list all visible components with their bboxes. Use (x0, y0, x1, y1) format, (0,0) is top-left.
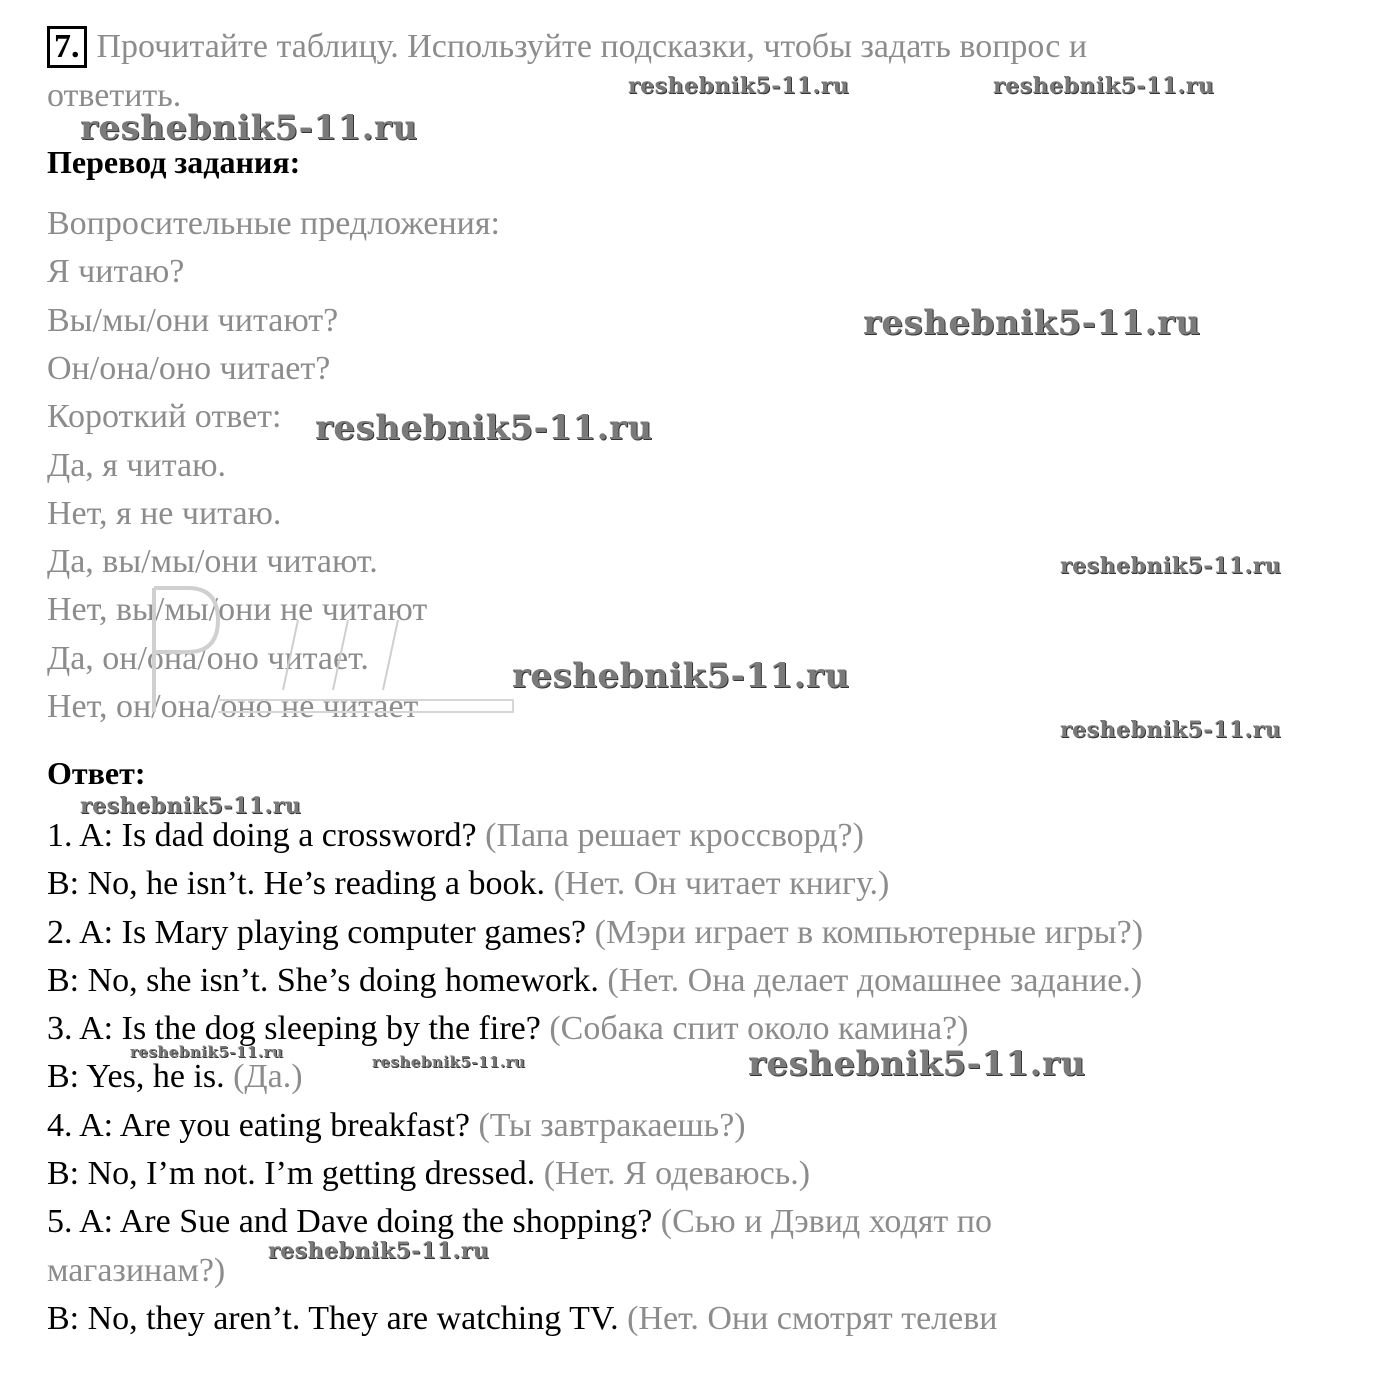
task-instruction-text: Прочитайте таблицу. Используйте подсказки, чтобы задать вопрос и (96, 28, 1088, 65)
answer-ru: (Нет. Она делает домашнее задание.) (607, 962, 1143, 999)
watermark: reshebnik5-11.ru (130, 1043, 284, 1061)
translation-heading: Перевод задания: (47, 144, 301, 180)
translation-line: Короткий ответ: (47, 398, 282, 435)
answer-ru: (Сью и Дэвид ходят по (660, 1203, 992, 1240)
answer-line (47, 1299, 997, 1339)
answer-ru: (Нет. Он читает книгу.) (553, 865, 890, 902)
watermark: reshebnik5-11.ru (80, 793, 302, 819)
answer-en: B: No, I’m not. I’m getting dressed. (47, 1155, 536, 1192)
answer-line (47, 913, 1143, 953)
translation-line: Вопросительные предложения: (47, 205, 500, 242)
answer-ru: (Нет. Они смотрят телеви (627, 1300, 998, 1337)
answer-ru: магазинам?) (47, 1252, 226, 1289)
answer-line (47, 1202, 992, 1242)
watermark: reshebnik5-11.ru (993, 73, 1215, 99)
answer-line (47, 1106, 746, 1146)
translation-line: Нет, вы/мы/они не читают (47, 591, 428, 628)
translation-line: Да, я читаю. (47, 447, 226, 484)
task-instruction-line1 (47, 26, 1087, 68)
translation-line: Вы/мы/они читают? (47, 302, 339, 339)
answer-en: B: No, he isn’t. He’s reading a book. (47, 865, 545, 902)
watermark: reshebnik5-11.ru (512, 656, 850, 696)
watermark: reshebnik5-11.ru (748, 1044, 1086, 1084)
answer-en: 1. A: Is dad doing a crossword? (47, 817, 477, 854)
task-number: 7. (47, 26, 87, 68)
answer-ru: (Да.) (233, 1058, 303, 1095)
answer-ru: (Мэри играет в компьютерные игры?) (594, 914, 1144, 951)
answer-ru: (Ты завтракаешь?) (478, 1107, 746, 1144)
watermark: reshebnik5-11.ru (628, 73, 850, 99)
answer-line (47, 1057, 303, 1097)
answer-en: 3. A: Is the dog sleeping by the fire? (47, 1010, 541, 1047)
answer-line (47, 864, 889, 904)
watermark: reshebnik5-11.ru (372, 1053, 526, 1071)
stamp-logo (148, 580, 518, 720)
translation-line: Нет, он/она/оно не читает (47, 688, 419, 725)
watermark: reshebnik5-11.ru (1060, 717, 1282, 743)
watermark: reshebnik5-11.ru (268, 1238, 490, 1264)
translation-line: Он/она/оно читает? (47, 350, 331, 387)
translation-line: Да, он/она/оно читает. (47, 640, 369, 677)
answer-ru: (Нет. Я одеваюсь.) (543, 1155, 811, 1192)
answer-en: 2. A: Is Mary playing computer games? (47, 914, 587, 951)
answer-ru: (Папа решает кроссворд?) (485, 817, 864, 854)
task-instruction-line2: ответить. (47, 77, 182, 114)
answer-heading: Ответ: (47, 755, 146, 791)
answer-line (47, 1251, 225, 1291)
translation-line: Да, вы/мы/они читают. (47, 543, 378, 580)
watermark: reshebnik5-11.ru (80, 108, 418, 148)
answer-en: B: No, she isn’t. She’s doing homework. (47, 962, 599, 999)
watermark: reshebnik5-11.ru (863, 303, 1201, 343)
translation-line: Нет, я не читаю. (47, 495, 282, 532)
answer-ru: (Собака спит около камина?) (549, 1010, 969, 1047)
answer-en: 4. A: Are you eating breakfast? (47, 1107, 470, 1144)
answer-en: B: No, they aren’t. They are watching TV. (47, 1300, 619, 1337)
watermark: reshebnik5-11.ru (1060, 553, 1282, 579)
answer-en: 5. A: Are Sue and Dave doing the shopping? (47, 1203, 653, 1240)
answer-line (47, 961, 1142, 1001)
translation-line: Я читаю? (47, 253, 185, 290)
answer-line (47, 816, 864, 856)
answer-line (47, 1154, 810, 1194)
answer-en: B: Yes, he is. (47, 1058, 225, 1095)
watermark: reshebnik5-11.ru (315, 408, 653, 448)
